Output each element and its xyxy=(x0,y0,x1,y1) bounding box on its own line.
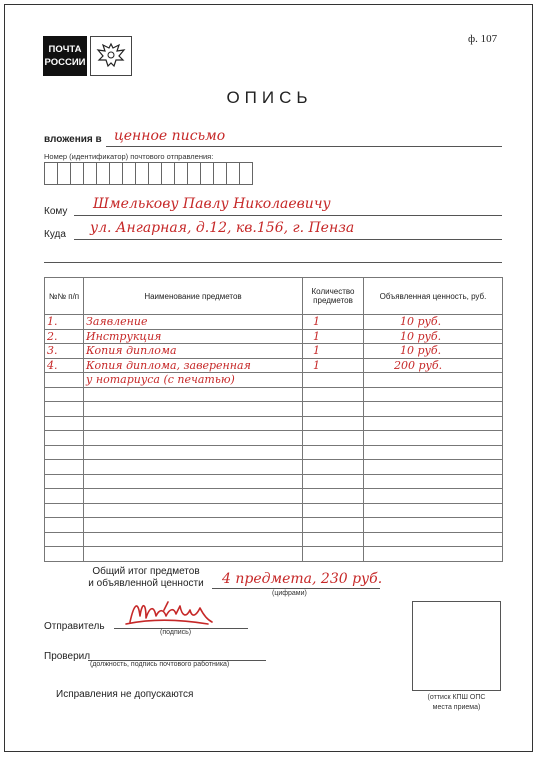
table-row-empty[interactable] xyxy=(45,532,503,547)
checked-label: Проверил xyxy=(44,651,91,662)
sender-label: Отправитель xyxy=(44,621,105,632)
table-row-empty[interactable] xyxy=(45,431,503,446)
table-row xyxy=(45,344,503,359)
row-name[interactable]: Копия диплома xyxy=(84,344,303,359)
row-value[interactable]: 10 руб. xyxy=(364,329,503,344)
to-line xyxy=(74,215,502,216)
where-value[interactable]: ул. Ангарная, д.12, кв.156, г. Пенза xyxy=(90,220,355,236)
stamp-box xyxy=(412,601,501,691)
row-qty[interactable]: 1 xyxy=(303,315,364,330)
col-header-number: №№ п/п xyxy=(45,278,84,315)
table-row xyxy=(45,329,503,344)
table-row-empty[interactable] xyxy=(45,547,503,562)
to-label: Кому xyxy=(44,206,68,217)
attachment-line xyxy=(106,146,502,147)
row-qty[interactable]: 1 xyxy=(303,344,364,359)
totals-value[interactable]: 4 предмета, 230 руб. xyxy=(222,571,383,587)
col-header-value: Объявленная ценность, руб. xyxy=(364,278,503,315)
table-row-empty[interactable] xyxy=(45,460,503,475)
attachment-value[interactable]: ценное письмо xyxy=(114,128,226,144)
table-header-row xyxy=(45,278,503,315)
table-row-empty[interactable] xyxy=(45,474,503,489)
logo-line-1: ПОЧТА xyxy=(48,44,82,55)
col-header-name: Наименование предметов xyxy=(84,278,303,315)
row-value[interactable]: 10 руб. xyxy=(364,315,503,330)
totals-label-line-1: Общий итог предметов xyxy=(92,566,200,577)
row-value[interactable]: 200 руб. xyxy=(364,358,503,373)
logo-line-2: РОССИИ xyxy=(44,57,86,68)
form-number: ф. 107 xyxy=(468,33,498,45)
table-row xyxy=(45,373,503,388)
row-name[interactable]: Инструкция xyxy=(84,329,303,344)
totals-line xyxy=(212,588,380,589)
corrections-note: Исправления не допускаются xyxy=(56,689,194,700)
to-value[interactable]: Шмелькову Павлу Николаевичу xyxy=(93,196,331,212)
table-row xyxy=(45,358,503,373)
russian-post-logo xyxy=(43,36,87,76)
row-name[interactable]: у нотариуса (с печатью) xyxy=(84,373,303,388)
row-number[interactable]: 2. xyxy=(45,329,84,344)
where-line xyxy=(74,239,502,240)
row-name[interactable]: Заявление xyxy=(84,315,303,330)
stamp-caption xyxy=(412,693,501,713)
address-line-2 xyxy=(44,262,502,263)
table-row-empty[interactable] xyxy=(45,518,503,533)
row-number[interactable]: 3. xyxy=(45,344,84,359)
stamp-caption-line-2: места приема) xyxy=(432,704,481,711)
table-row-empty[interactable] xyxy=(45,416,503,431)
row-number[interactable] xyxy=(45,373,84,388)
table-row-empty[interactable] xyxy=(45,402,503,417)
row-value[interactable] xyxy=(364,373,503,388)
attachment-label: вложения в xyxy=(44,134,102,145)
row-qty[interactable]: 1 xyxy=(303,329,364,344)
row-number[interactable]: 1. xyxy=(45,315,84,330)
tracking-number-boxes[interactable] xyxy=(44,162,252,185)
where-label: Куда xyxy=(44,229,66,240)
table-row xyxy=(45,315,503,330)
tracking-label: Номер (идентификатор) почтового отправления: xyxy=(44,152,214,161)
sender-caption: (подпись) xyxy=(160,629,192,636)
totals-label-line-2: и объявленной ценности xyxy=(88,578,204,589)
page-title: ОПИСЬ xyxy=(226,88,313,107)
checked-caption: (должность, подпись почтового работника) xyxy=(90,661,230,668)
stamp-caption-line-1: (оттиск КПШ ОПС xyxy=(427,694,486,701)
table-row-empty[interactable] xyxy=(45,489,503,504)
table-row-empty[interactable] xyxy=(45,445,503,460)
eagle-emblem-icon xyxy=(90,36,132,76)
col-header-qty: Количество предметов xyxy=(303,278,364,315)
totals-caption: (цифрами) xyxy=(272,590,307,597)
row-qty[interactable]: 1 xyxy=(303,358,364,373)
items-table xyxy=(44,277,503,562)
totals-label xyxy=(76,566,216,590)
row-value[interactable]: 10 руб. xyxy=(364,344,503,359)
table-row-empty[interactable] xyxy=(45,503,503,518)
row-number[interactable]: 4. xyxy=(45,358,84,373)
row-name[interactable]: Копия диплома, заверенная xyxy=(84,358,303,373)
row-qty[interactable] xyxy=(303,373,364,388)
table-row-empty[interactable] xyxy=(45,387,503,402)
